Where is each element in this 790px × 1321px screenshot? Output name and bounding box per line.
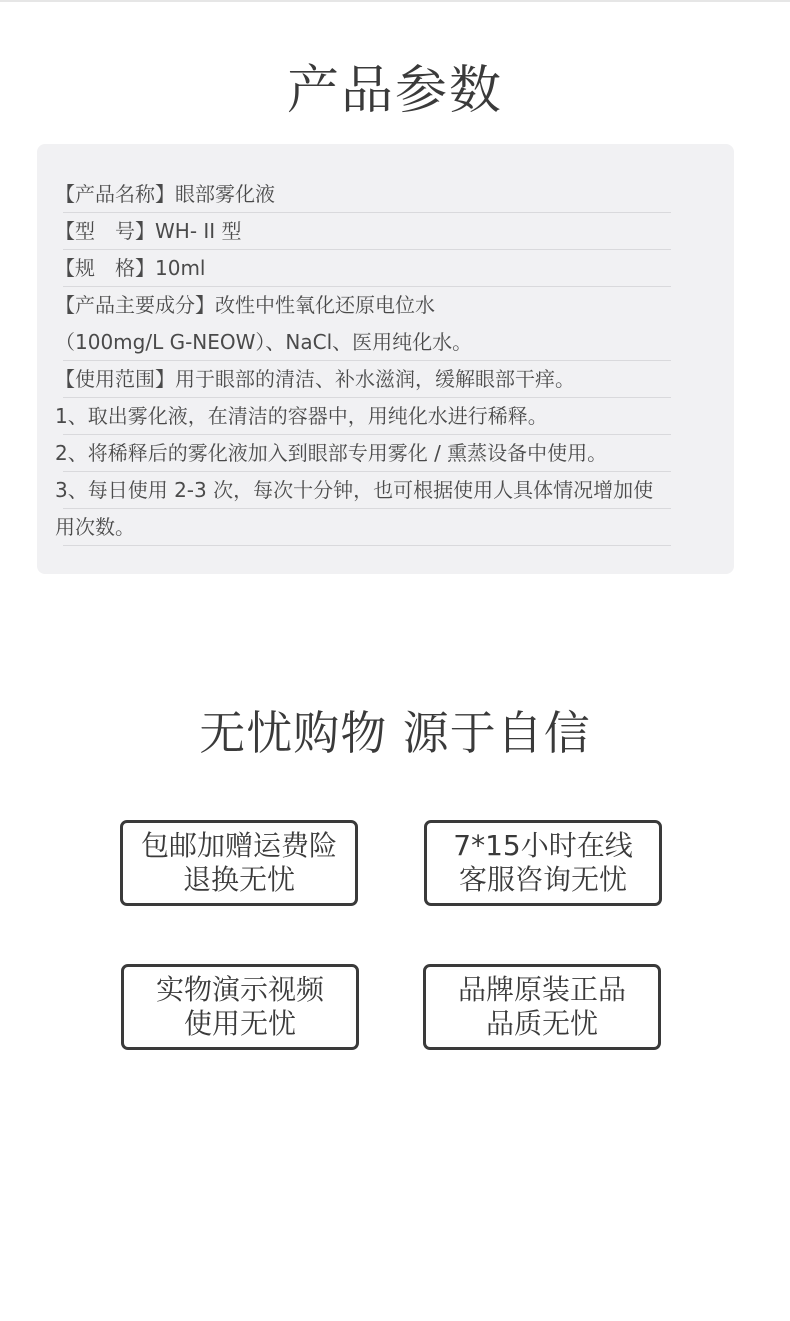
param-step-2: 2、将稀释后的雾化液加入到眼部专用雾化 / 熏蒸设备中使用。 — [55, 435, 720, 472]
assurance-box-video — [121, 964, 359, 1050]
top-divider — [0, 0, 790, 2]
assurance-line: 7*15小时在线 — [453, 829, 633, 862]
params-title: 产品参数 — [286, 61, 503, 121]
assurance-line: 包邮加赠运费险 — [140, 829, 337, 862]
param-step-1: 1、取出雾化液，在清洁的容器中，用纯化水进行稀释。 — [55, 398, 720, 435]
param-ingredients: 【产品主要成分】改性中性氧化还原电位水 — [55, 293, 435, 317]
param-step-3-cont: 用次数。 — [55, 509, 720, 546]
assurance-title: 无忧购物 源于自信 — [199, 706, 591, 760]
param-product-name: 【产品名称】眼部雾化液 — [55, 176, 720, 213]
assurance-line: 品牌原装正品 — [457, 973, 626, 1006]
assurance-line: 实物演示视频 — [155, 973, 324, 1006]
param-spec: 【规 格】10ml — [55, 250, 720, 287]
params-list — [55, 176, 720, 546]
assurance-box-shipping — [120, 820, 358, 906]
assurance-box-genuine — [423, 964, 661, 1050]
assurance-line: 品质无忧 — [485, 1007, 598, 1040]
param-usage-scope: 【使用范围】用于眼部的清洁、补水滋润，缓解眼部干痒。 — [55, 361, 720, 398]
assurance-line: 使用无忧 — [183, 1007, 296, 1040]
param-step-3: 3、每日使用 2-3 次，每次十分钟，也可根据使用人具体情况增加使 — [55, 472, 720, 509]
assurance-line: 退换无忧 — [182, 863, 295, 896]
param-model: 【型 号】WH- II 型 — [55, 213, 720, 250]
param-ingredients-cont: （100mg/L G-NEOW）、NaCl、医用纯化水。 — [55, 324, 720, 361]
assurance-line: 客服咨询无忧 — [458, 863, 627, 896]
assurance-box-service — [424, 820, 662, 906]
